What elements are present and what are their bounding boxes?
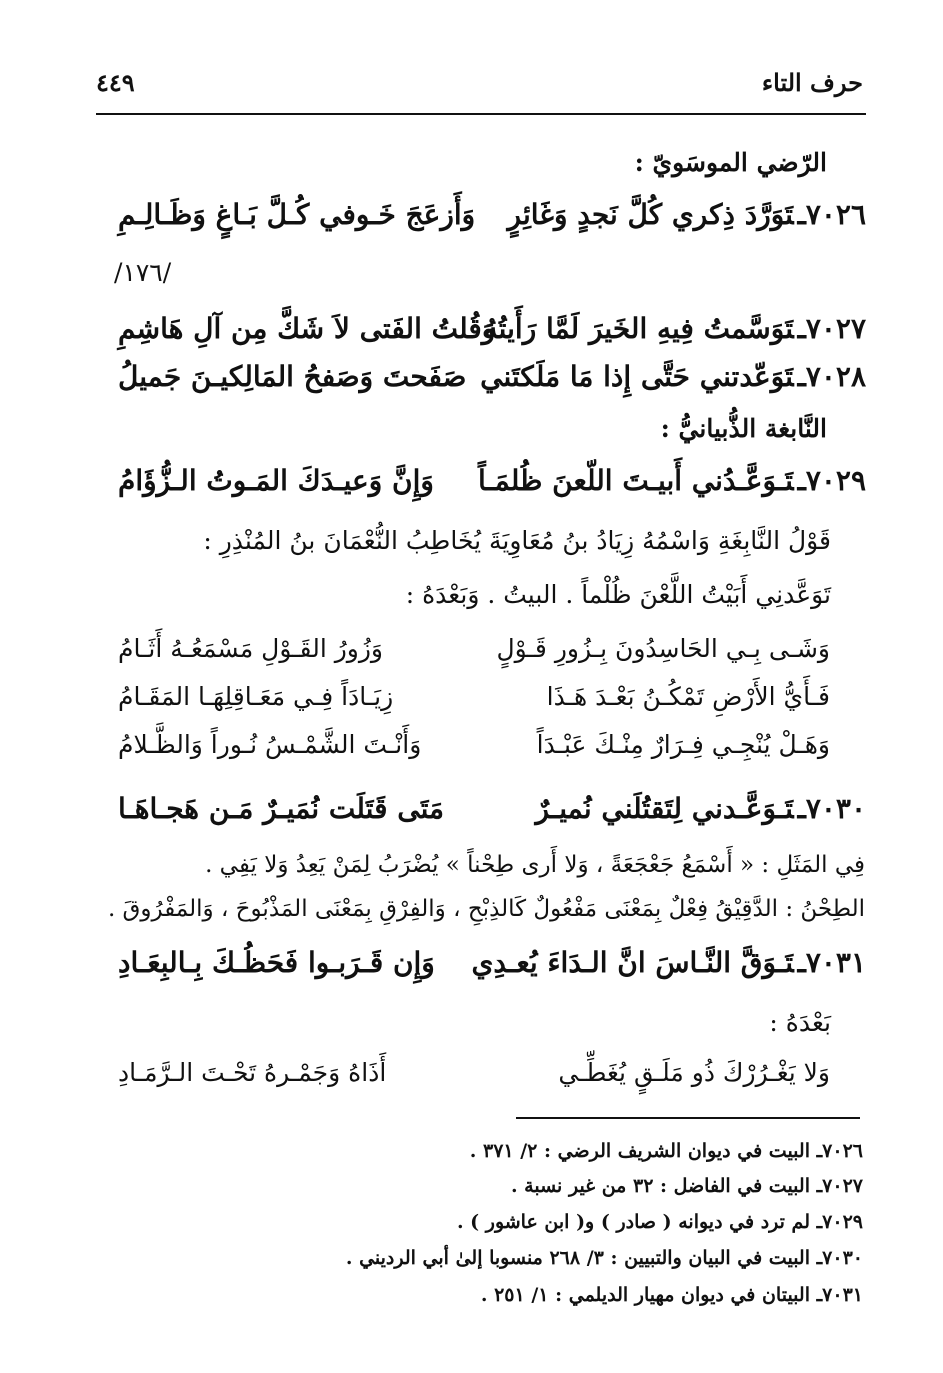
footnote: ٧٠٢٧ـ البيت في الفاضل : ٣٢ من غير نسبة .: [510, 1175, 863, 1197]
verse-second-hemistich: وَإِنَّ وَعيـدَكَ المَـوتُ الـزُّؤَامُ: [118, 464, 434, 497]
footnote: ٧٠٣٠ـ البيت في البيان والتبيين : ٣/ ٢٦٨ منسوبا إلىٰ أبي الرديني .: [345, 1247, 863, 1269]
footnote: ٧٠٢٩ـ لم ترد في ديوانه ( صادر ) و( ابن عاشور ) .: [456, 1211, 863, 1233]
verse-number: ٧٠٣١ـ: [797, 946, 866, 979]
hemistich-text: تَـوَعَّـدُني أَبيـتَ اللّعنَ ظُلمَـاً: [477, 464, 794, 497]
cited-verse: [118, 730, 830, 770]
commentary-text: فِي المَثَلِ : « أَسْمَعُ جَعْجَعَةً ، وَلا أَرى طِحْناً » يُضْرَبُ لِمَنْ يَعِدُ وَلا يَفِي .: [205, 852, 865, 878]
verse-first-hemistich: [508, 198, 866, 231]
footnote-rule: [516, 1117, 860, 1119]
verse-number: ٧٠٢٩ـ: [797, 464, 866, 497]
hemistich-text: تَـوَعَّـدني لِتَقتُلَني نُميـرٌ: [535, 792, 794, 825]
poet-name: الرّضي الموسَويّ :: [634, 148, 827, 177]
verse-number: ٧٠٢٧ـ: [797, 312, 866, 345]
commentary-text: الطِحْنُ : الدَّقِيْقُ فِعْلٌ بِمَعْنَى مَفْعُولٌ كَالذِبْحِ ، وَالفِرْقِ بِمَعْنَى المَذْبُوحَ ، وَالمَفْرُوقَ .: [107, 896, 865, 922]
verse-second-hemistich: وَأَزعَجَ خَـوفي كُـلَّ بَـاغٍ وَظَـالِـمِ: [118, 198, 476, 231]
verse-7027: [118, 312, 866, 360]
cited-verse: [118, 634, 830, 674]
cited-verse: [118, 1058, 830, 1098]
verse-second-hemistich: وَزُورُ القَـوْلِ مَسْمَعُـهُ أَثَـامُ: [118, 634, 384, 663]
verse-second-hemistich: أَذَاهُ وَجَمْـرهُ تَحْـتَ الـرَّمَـادِ: [118, 1058, 387, 1087]
hemistich-text: تَـوَقَّ النَّـاسَ انَّ الـدَاءَ يُعـدِي: [471, 946, 794, 979]
commentary-text: قَوْلُ النَّابِغَةِ وَاسْمُهُ زِيَادُ بنُ مُعَاوِيَةَ يُخَاطِبُ النُّعْمَانَ بنُ المُنْذِرِ :: [203, 526, 831, 555]
verse-first-hemistich: [480, 360, 866, 393]
verse-number: ٧٠٣٠ـ: [797, 792, 866, 825]
verse-second-hemistich: وَقُلتُ الفَتى لاَ شَكَّ مِن آلِ هَاشِمِ: [118, 312, 496, 345]
verse-first-hemistich: وَلا يَغْـرُرْكَ ذُو مَلَـقٍ يُغَطِّـي: [558, 1058, 830, 1087]
verse-second-hemistich: وَإِن قَـرَبـوا فَحَظُـكَ بِـالبِعَـادِ: [118, 946, 435, 979]
verse-first-hemistich: [536, 792, 866, 825]
verse-number: ٧٠٢٨ـ: [797, 360, 866, 393]
verse-7030: [118, 792, 866, 840]
verse-7028: [118, 360, 866, 408]
verse-7029: [118, 464, 866, 512]
commentary-text: تَوَعَّدنِي أَبَيْتُ اللَّعْنَ ظُلْماً . البيتُ . وَبَعْدَهُ :: [405, 580, 831, 609]
verse-second-hemistich: وَأَنْـتَ الشَّمْـسُ نُـوراً وَالظَّـلامُ: [118, 730, 422, 759]
verse-second-hemistich: زِيَـادَاً فِـي مَعَـاقِلِهَـا المَقَـامُ: [118, 682, 394, 711]
footnote: ٧٠٣١ـ البيتان في ديوان مهيار الديلمي : ١/ ٢٥١ .: [480, 1284, 863, 1306]
verse-number: ٧٠٢٦ـ: [797, 198, 866, 231]
chapter-title: حرف التاء: [761, 68, 863, 97]
hemistich-text: تَوَعّدتني حَتَّى إِذا مَا مَلَكتَني: [480, 360, 794, 393]
hemistich-text: تَوَسَّمتُ فِيهِ الخَيرَ لَمَّا رَأَيتُهُ: [483, 312, 794, 345]
verse-first-hemistich: وَشَـى بِـي الحَاسِدُونَ بِـزُورِ قَـوْلٍ: [496, 634, 830, 663]
poet-name: النَّابغة الذُّبيانيُّ :: [660, 414, 827, 443]
verse-7026: [118, 198, 866, 246]
cited-verse: [118, 682, 830, 722]
verse-first-hemistich: فَـأَيُّ الأَرْضِ تَمْكُـنُ بَعْـدَ هَـذَا: [546, 682, 830, 711]
page-number: ٤٤٩: [96, 68, 135, 97]
verse-first-hemistich: وَهَـلْ يُنْجِـي فِـرَارٌ مِنْـكَ عَبْـدَاً: [536, 730, 830, 759]
footnote: ٧٠٢٦ـ البيت في ديوان الشريف الرضي : ٢/ ٣٧١ .: [469, 1140, 863, 1162]
verse-first-hemistich: [478, 464, 866, 497]
commentary-text: بَعْدَهُ :: [769, 1008, 831, 1037]
hemistich-text: تَوَرَّدَ ذِكري كُلَّ نَجدٍ وَغَائِرٍ: [507, 198, 794, 231]
verse-second-hemistich: صَفَحتَ وَصَفحُ المَالِكيـنَ جَميلُ: [118, 360, 467, 393]
verse-reference: /١٧٦/: [114, 258, 172, 287]
verse-7031: [118, 946, 866, 994]
header-rule: [96, 113, 866, 115]
verse-first-hemistich: [472, 946, 866, 979]
verse-second-hemistich: مَتَى قَتَلَت نُمَيـرٌ مَـن هَجـاهَـا: [118, 792, 445, 825]
verse-first-hemistich: [484, 312, 866, 345]
